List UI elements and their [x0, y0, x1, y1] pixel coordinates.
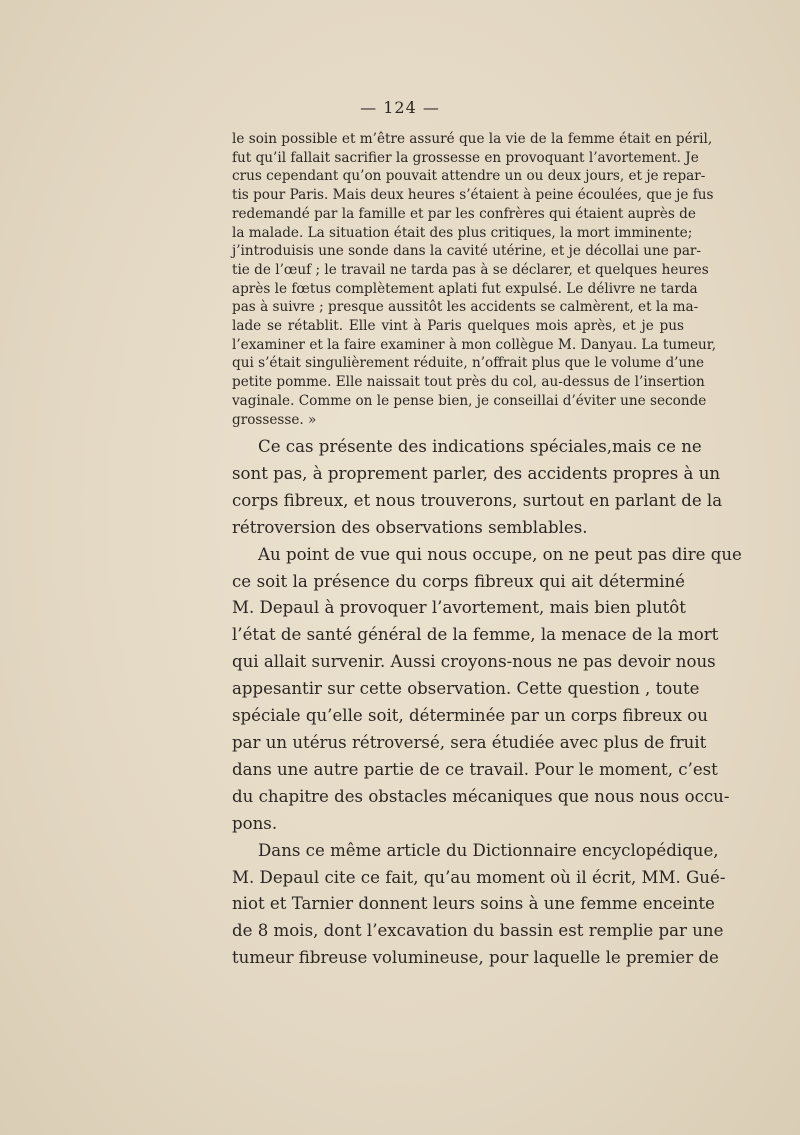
text-line: du chapitre des obstacles mécaniques que nous nous occu- [232, 786, 730, 806]
text-line: qui s’était singulièrement réduite, n’offrait plus que le volume d’une [232, 355, 705, 372]
text-line: dans une autre partie de ce travail. Pour le moment, c’est [232, 759, 718, 779]
text-line: M. Depaul à provoquer l’avortement, mais bien plutôt [232, 598, 686, 618]
text-line: rétroversion des observations semblables. [232, 517, 588, 537]
text-line: fut qu’il fallait sacrifier la grossesse en provoquant l’avortement. Je [232, 149, 699, 166]
quoted-observation [232, 130, 717, 429]
text-line: qui allait survenir. Aussi croyons-nous ne pas devoir nous [232, 652, 716, 672]
text-line: appesantir sur cette observation. Cette question , toute [232, 679, 700, 699]
text-line: lade se rétablit. Elle vint à Paris quelques mois après, et je pus [232, 318, 684, 335]
text-line: le soin possible et m’être assuré que la vie de la femme était en péril, [232, 131, 713, 147]
text-line: sont pas, à proprement parler, des accidents propres à un [232, 463, 721, 483]
text-line: après le fœtus complètement aplati fut expulsé. Le délivre ne tarda [232, 280, 698, 297]
text-line: vaginale. Comme on le pense bien, je conseillai d’éviter une seconde [232, 392, 707, 409]
text-line: la malade. La situation était des plus critiques, la mort imminente; [232, 224, 693, 241]
text-line: pons. [232, 813, 278, 833]
text-line: par un utérus rétroversé, sera étudiée avec plus de fruit [232, 732, 707, 752]
text-line: M. Depaul cite ce fait, qu’au moment où il écrit, MM. Gué- [232, 867, 726, 887]
text-line: tie de l’œuf ; le travail ne tarda pas à se déclarer, et quelques heures [232, 261, 709, 278]
text-line: j’introduisis une sonde dans la cavité utérine, et je décollai une par- [232, 243, 702, 260]
text-line: petite pomme. Elle naissait tout près du col, au-dessus de l’insertion [232, 374, 705, 391]
text-line: Dans ce même article du Dictionnaire encyclopédique, [258, 840, 719, 860]
text-line: niot et Tarnier donnent leurs soins à une femme enceinte [232, 894, 715, 914]
text-line: Au point de vue qui nous occupe, on ne peut pas dire que [258, 544, 742, 564]
text-line: spéciale qu’elle soit, déterminée par un corps fibreux ou [232, 706, 708, 726]
text-line: l’état de santé général de la femme, la menace de la mort [232, 625, 719, 645]
body-text [232, 434, 742, 972]
text-line: pas à suivre ; presque aussitôt les accidents se calmèrent, et la ma- [232, 299, 699, 316]
text-line: de 8 mois, dont l’excavation du bassin est remplie par une [232, 921, 724, 941]
text-line: corps fibreux, et nous trouverons, surtout en parlant de la [232, 490, 723, 510]
text-line: tumeur fibreuse volumineuse, pour laquelle le premier de [232, 948, 719, 968]
text-line: grossesse. » [232, 411, 317, 428]
text-line: crus cependant qu’on pouvait attendre un ou deux jours, et je repar- [232, 168, 706, 185]
text-line: redemandé par la famille et par les confrères qui étaient auprès de [232, 205, 696, 222]
page-number: — 124 — [360, 98, 440, 117]
text-line: ce soit la présence du corps fibreux qui ait déterminé [232, 571, 685, 591]
text-line: Ce cas présente des indications spéciales,mais ce ne [258, 437, 702, 456]
text-line: tis pour Paris. Mais deux heures s’étaient à peine écoulées, que je fus [232, 187, 714, 204]
text-line: l’examiner et la faire examiner à mon collègue M. Danyau. La tumeur, [232, 336, 717, 353]
